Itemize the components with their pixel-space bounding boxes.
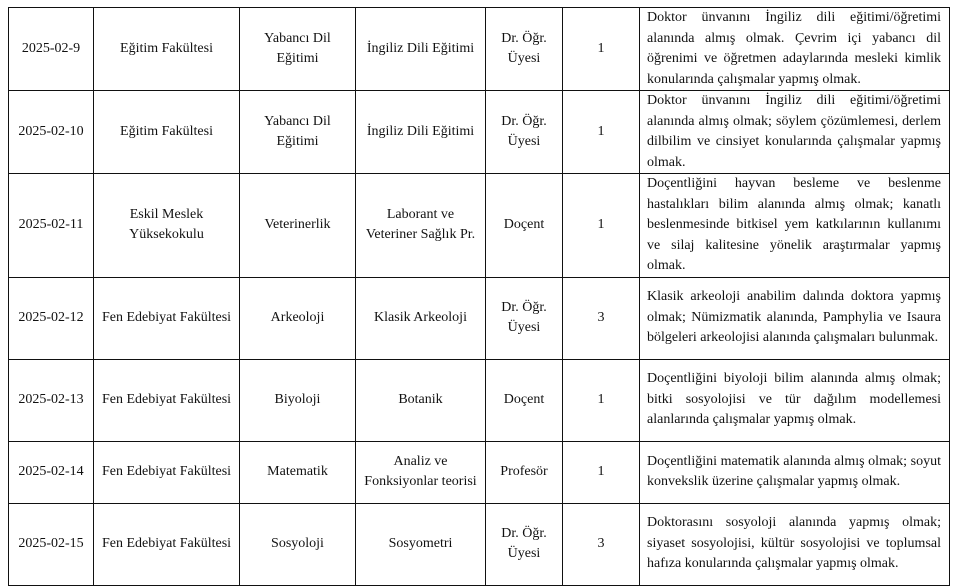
cell-description: Doktor ünvanını İngiliz dili eğitimi/öğretimi alanında almış olmak. Çevrim içi yabancı dil öğrenimi ve öğretmen adaylarında mesleki kimlik konularında çalışmalar yapmış olmak. xyxy=(640,8,950,91)
table-row xyxy=(9,503,950,585)
cell-count: 1 xyxy=(563,8,640,91)
cell-count: 1 xyxy=(563,441,640,503)
positions-table-body xyxy=(9,8,950,586)
cell-count: 1 xyxy=(563,174,640,278)
cell-count: 3 xyxy=(563,277,640,359)
cell-code: 2025-02-15 xyxy=(9,503,94,585)
cell-department: Matematik xyxy=(240,441,356,503)
cell-title: Doçent xyxy=(486,359,563,441)
cell-title: Dr. Öğr. Üyesi xyxy=(486,91,563,174)
cell-faculty: Fen Edebiyat Fakültesi xyxy=(94,277,240,359)
table-row xyxy=(9,359,950,441)
table-row xyxy=(9,441,950,503)
cell-department: Sosyoloji xyxy=(240,503,356,585)
cell-faculty: Eğitim Fakültesi xyxy=(94,8,240,91)
cell-faculty: Fen Edebiyat Fakültesi xyxy=(94,503,240,585)
cell-description: Doktorasını sosyoloji alanında yapmış olmak; siyaset sosyolojisi, kültür sosyolojisi ve toplumsal hafıza konularında çalışmalar yapmış olmak. xyxy=(640,503,950,585)
cell-code: 2025-02-12 xyxy=(9,277,94,359)
cell-code: 2025-02-10 xyxy=(9,91,94,174)
cell-code: 2025-02-11 xyxy=(9,174,94,278)
cell-department: Arkeoloji xyxy=(240,277,356,359)
table-row xyxy=(9,8,950,91)
cell-count: 1 xyxy=(563,359,640,441)
cell-description: Doçentliğini biyoloji bilim alanında almış olmak; bitki sosyolojisi ve tür dağılım modellemesi alanlarında çalışmalar yapmış olmak. xyxy=(640,359,950,441)
cell-faculty: Eskil Meslek Yüksekokulu xyxy=(94,174,240,278)
cell-description: Doktor ünvanını İngiliz dili eğitimi/öğretimi alanında almış olmak; söylem çözümlemesi, derlem dilbilim ve cinsiyet konularında çalışmalar yapmış olmak. xyxy=(640,91,950,174)
cell-count: 1 xyxy=(563,91,640,174)
cell-faculty: Fen Edebiyat Fakültesi xyxy=(94,441,240,503)
cell-title: Dr. Öğr. Üyesi xyxy=(486,277,563,359)
cell-description: Doçentliğini matematik alanında almış olmak; soyut konvekslik üzerine çalışmalar yapmış olmak. xyxy=(640,441,950,503)
cell-program: İngiliz Dili Eğitimi xyxy=(356,91,486,174)
positions-table xyxy=(8,7,950,586)
table-row xyxy=(9,91,950,174)
cell-program: Sosyometri xyxy=(356,503,486,585)
cell-program: Laborant ve Veteriner Sağlık Pr. xyxy=(356,174,486,278)
cell-title: Dr. Öğr. Üyesi xyxy=(486,503,563,585)
cell-faculty: Eğitim Fakültesi xyxy=(94,91,240,174)
cell-program: Analiz ve Fonksiyonlar teorisi xyxy=(356,441,486,503)
cell-department: Veterinerlik xyxy=(240,174,356,278)
cell-department: Yabancı Dil Eğitimi xyxy=(240,91,356,174)
cell-faculty: Fen Edebiyat Fakültesi xyxy=(94,359,240,441)
table-row xyxy=(9,277,950,359)
cell-count: 3 xyxy=(563,503,640,585)
cell-program: İngiliz Dili Eğitimi xyxy=(356,8,486,91)
cell-code: 2025-02-9 xyxy=(9,8,94,91)
cell-title: Dr. Öğr. Üyesi xyxy=(486,8,563,91)
cell-department: Biyoloji xyxy=(240,359,356,441)
cell-department: Yabancı Dil Eğitimi xyxy=(240,8,356,91)
cell-description: Klasik arkeoloji anabilim dalında doktora yapmış olmak; Nümizmatik alanında, Pamphylia ve Isaura bölgeleri arkeolojisi alanında çalışmaları bulunmak. xyxy=(640,277,950,359)
cell-code: 2025-02-14 xyxy=(9,441,94,503)
cell-description: Doçentliğini hayvan besleme ve beslenme hastalıkları bilim alanında almış olmak; kanatlı beslenmesinde bitkisel yem katkılarının kullanımı ve silaj kalitesine yönelik araştırmalar yapmış olmak. xyxy=(640,174,950,278)
cell-program: Klasik Arkeoloji xyxy=(356,277,486,359)
cell-title: Profesör xyxy=(486,441,563,503)
table-row xyxy=(9,174,950,278)
cell-title: Doçent xyxy=(486,174,563,278)
cell-code: 2025-02-13 xyxy=(9,359,94,441)
cell-program: Botanik xyxy=(356,359,486,441)
